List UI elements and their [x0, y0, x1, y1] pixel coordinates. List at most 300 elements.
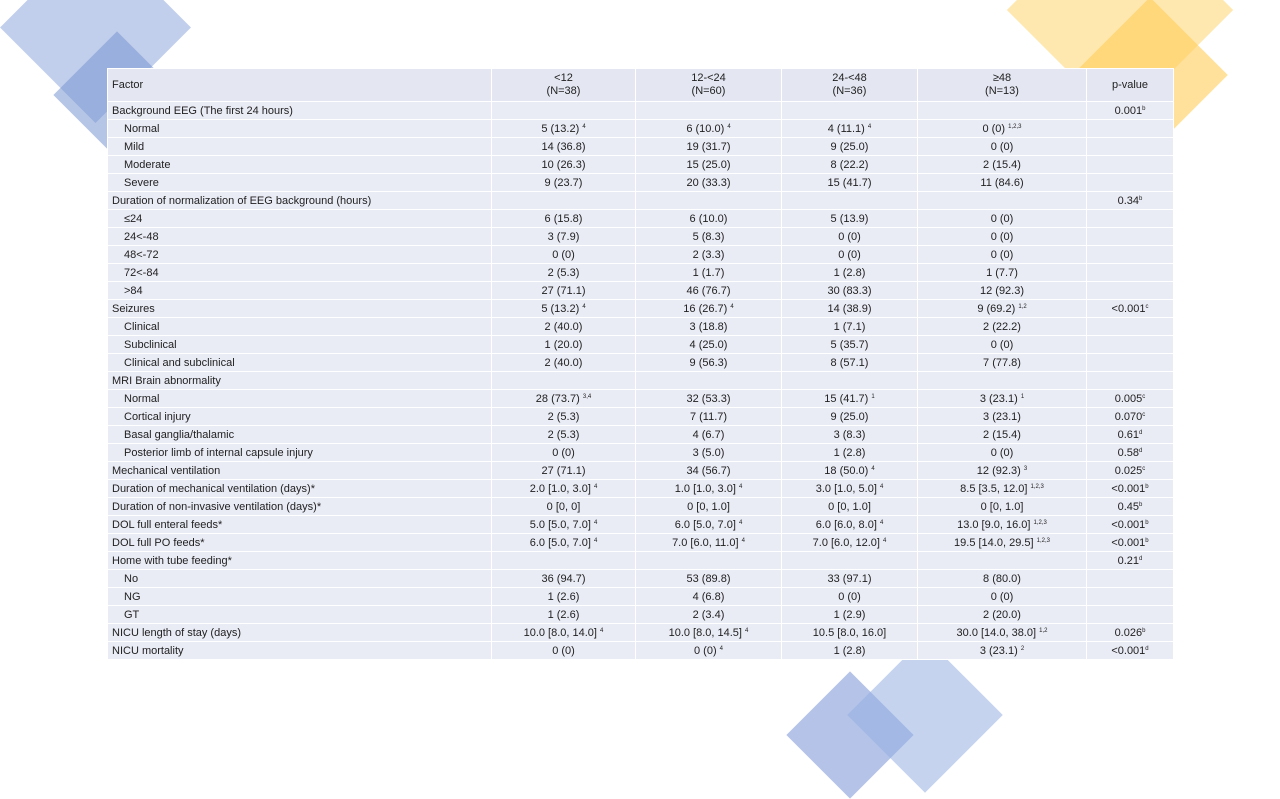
p-value: 0.026: [1114, 626, 1143, 639]
cell-value: 0 (0): [552, 644, 575, 657]
cell-value: 5 (13.2): [541, 122, 580, 135]
cell-value: 1 (7.7): [986, 266, 1018, 279]
cell-value: 3 (23.1): [983, 410, 1021, 423]
table-row: [108, 570, 1174, 588]
cell-superscript: 4: [719, 645, 724, 652]
row-label: NICU length of stay (days): [108, 624, 492, 642]
cell-value: 2 (20.0): [983, 608, 1021, 621]
cell-value: 3 (7.9): [547, 230, 580, 243]
header-group-12-24: 12-<24 (N=60): [636, 69, 782, 102]
table-cell: [918, 210, 1087, 228]
p-value: 0.005: [1114, 392, 1143, 405]
p-value-cell: [1087, 480, 1174, 498]
cell-value: 15 (41.7): [824, 392, 869, 405]
table-cell: [918, 606, 1087, 624]
table-cell: [636, 156, 782, 174]
table-cell: [492, 210, 636, 228]
cell-value: 3.0 [1.0, 5.0]: [815, 482, 877, 495]
table-cell: [492, 570, 636, 588]
p-value-cell: [1087, 462, 1174, 480]
p-value-cell: [1087, 444, 1174, 462]
p-value-superscript: b: [1139, 195, 1143, 202]
cell-value: 0 (0): [990, 338, 1014, 351]
p-value-cell: [1087, 534, 1174, 552]
cell-superscript: 1,2,3: [1030, 483, 1044, 490]
table-body: [108, 102, 1174, 660]
cell-value: 33 (97.1): [827, 572, 872, 585]
p-value-superscript: b: [1145, 519, 1149, 526]
table-row: [108, 120, 1174, 138]
table-cell: [492, 516, 636, 534]
cell-value: 7 (11.7): [689, 410, 728, 423]
table-cell: [782, 336, 918, 354]
p-value-cell: [1087, 246, 1174, 264]
cell-value: 7.0 [6.0, 12.0]: [812, 536, 880, 549]
row-label: Posterior limb of internal capsule injury: [108, 444, 492, 462]
table-cell: [918, 282, 1087, 300]
table-cell: [782, 300, 918, 318]
table-row: [108, 156, 1174, 174]
table-cell: [918, 138, 1087, 156]
row-label: Normal: [108, 120, 492, 138]
cell-value: 1 (1.7): [692, 266, 725, 279]
cell-value: 5 (35.7): [830, 338, 869, 351]
p-value-superscript: d: [1139, 555, 1143, 562]
cell-value: 9 (25.0): [830, 140, 869, 153]
table-row: [108, 498, 1174, 516]
table-cell: [918, 228, 1087, 246]
table-cell: [492, 102, 636, 120]
row-label: DOL full enteral feeds*: [108, 516, 492, 534]
table-cell: [636, 264, 782, 282]
table-cell: [636, 102, 782, 120]
p-value-cell: [1087, 120, 1174, 138]
table-cell: [636, 390, 782, 408]
table-cell: [782, 552, 918, 570]
cell-value: 32 (53.3): [686, 392, 731, 405]
table-cell: [782, 354, 918, 372]
p-value-superscript: c: [1145, 303, 1149, 310]
cell-value: 3 (23.1): [979, 644, 1018, 657]
table-row: [108, 174, 1174, 192]
cell-superscript: 1: [871, 393, 875, 400]
cell-value: 1.0 [1.0, 3.0]: [674, 482, 736, 495]
table-cell: [492, 588, 636, 606]
cell-value: 6 (15.8): [544, 212, 583, 225]
cell-value: 9 (23.7): [544, 176, 583, 189]
table-cell: [492, 282, 636, 300]
cell-superscript: 4: [879, 519, 884, 526]
cell-value: 4 (25.0): [689, 338, 728, 351]
cell-superscript: 1,2,3: [1033, 519, 1047, 526]
table-row: [108, 426, 1174, 444]
row-label: ≤24: [108, 210, 492, 228]
table-cell: [918, 444, 1087, 462]
cell-superscript: 4: [582, 123, 586, 130]
table-cell: [782, 516, 918, 534]
table-cell: [492, 624, 636, 642]
table-cell: [492, 138, 636, 156]
table-cell: [782, 570, 918, 588]
table-cell: [918, 552, 1087, 570]
cell-value: 6.0 [5.0, 7.0]: [674, 518, 736, 531]
cell-value: 2.0 [1.0, 3.0]: [529, 482, 591, 495]
table-row: [108, 210, 1174, 228]
table-cell: [782, 228, 918, 246]
cell-value: 6 (10.0): [689, 212, 728, 225]
table-row: [108, 642, 1174, 660]
p-value-cell: [1087, 282, 1174, 300]
row-label: Severe: [108, 174, 492, 192]
cell-value: 0 (0): [990, 140, 1014, 153]
cell-value: 0 (0): [693, 644, 717, 657]
cell-value: 5.0 [5.0, 7.0]: [529, 518, 591, 531]
cell-value: 4 (6.8): [692, 590, 725, 603]
row-label: No: [108, 570, 492, 588]
table-row: [108, 264, 1174, 282]
p-value-superscript: c: [1142, 465, 1146, 472]
table-cell: [782, 462, 918, 480]
p-value: <0.001: [1111, 302, 1146, 315]
row-label: Mechanical ventilation: [108, 462, 492, 480]
table-row: [108, 480, 1174, 498]
table-cell: [492, 426, 636, 444]
cell-value: 2 (5.3): [547, 410, 580, 423]
p-value-cell: [1087, 318, 1174, 336]
table-cell: [918, 174, 1087, 192]
table-cell: [782, 282, 918, 300]
outcomes-table: [107, 68, 1174, 660]
cell-value: 46 (76.7): [686, 284, 731, 297]
table-cell: [636, 282, 782, 300]
p-value-superscript: b: [1145, 537, 1149, 544]
cell-value: 1 (2.6): [547, 590, 580, 603]
row-label: Home with tube feeding*: [108, 552, 492, 570]
header-group-lt12: <12 (N=38): [492, 69, 636, 102]
cell-value: 12 (92.3): [979, 284, 1025, 297]
table-cell: [492, 480, 636, 498]
table-cell: [918, 300, 1087, 318]
cell-superscript: 4: [879, 483, 884, 490]
cell-superscript: 4: [738, 519, 743, 526]
table-cell: [492, 246, 636, 264]
cell-value: 10.0 [8.0, 14.0]: [523, 626, 597, 639]
table-cell: [636, 138, 782, 156]
cell-superscript: 4: [871, 465, 875, 472]
cell-value: 27 (71.1): [541, 284, 586, 297]
cell-value: 1 (2.8): [833, 446, 866, 459]
cell-value: 19 (31.7): [686, 140, 731, 153]
cell-value: 13.0 [9.0, 16.0]: [957, 518, 1031, 531]
p-value: 0.58: [1117, 446, 1140, 459]
cell-value: 0 [0, 1.0]: [687, 500, 730, 513]
table-row: [108, 534, 1174, 552]
table-cell: [918, 336, 1087, 354]
cell-value: 2 (3.3): [692, 248, 725, 261]
cell-value: 2 (15.4): [983, 428, 1021, 441]
table-cell: [782, 120, 918, 138]
cell-value: 2 (5.3): [547, 266, 580, 279]
cell-superscript: 1,2: [1018, 303, 1027, 310]
table-cell: [636, 480, 782, 498]
table-cell: [918, 642, 1087, 660]
table-cell: [636, 210, 782, 228]
row-label: Seizures: [108, 300, 492, 318]
table-cell: [636, 462, 782, 480]
table-cell: [782, 138, 918, 156]
table-header-row: [108, 69, 1174, 102]
cell-value: 1 (2.6): [547, 608, 580, 621]
row-label: Clinical: [108, 318, 492, 336]
cell-value: 3 (8.3): [833, 428, 866, 441]
p-value-cell: [1087, 408, 1174, 426]
cell-value: 0 (0): [552, 446, 575, 459]
p-value-cell: [1087, 552, 1174, 570]
row-label: NG: [108, 588, 492, 606]
cell-value: 0 (0): [990, 590, 1014, 603]
cell-superscript: 3,4: [582, 393, 592, 400]
table-cell: [918, 588, 1087, 606]
cell-value: 0 (0): [838, 590, 861, 603]
p-value-cell: [1087, 570, 1174, 588]
cell-value: 1 (2.9): [833, 608, 866, 621]
p-value: 0.001: [1114, 104, 1143, 117]
table-row: [108, 624, 1174, 642]
p-value-cell: [1087, 264, 1174, 282]
header-group-24-48: 24-<48 (N=36): [782, 69, 918, 102]
table-cell: [918, 156, 1087, 174]
row-label: Background EEG (The first 24 hours): [108, 102, 492, 120]
cell-value: 8 (80.0): [983, 572, 1021, 585]
cell-value: 0 (0): [838, 230, 861, 243]
table-cell: [636, 426, 782, 444]
table-cell: [782, 408, 918, 426]
table-cell: [492, 354, 636, 372]
cell-value: 3 (23.1): [979, 392, 1018, 405]
table-cell: [918, 354, 1087, 372]
p-value-cell: [1087, 372, 1174, 390]
cell-value: 2 (15.4): [983, 158, 1021, 171]
table-cell: [636, 300, 782, 318]
table-cell: [492, 552, 636, 570]
row-label: Clinical and subclinical: [108, 354, 492, 372]
cell-value: 0 (0): [990, 230, 1014, 243]
table-cell: [918, 372, 1087, 390]
cell-value: 34 (56.7): [686, 464, 731, 477]
cell-value: 8 (22.2): [830, 158, 869, 171]
table-cell: [782, 156, 918, 174]
cell-value: 30.0 [14.0, 38.0]: [956, 626, 1037, 639]
p-value-cell: [1087, 336, 1174, 354]
table-cell: [782, 210, 918, 228]
cell-superscript: 4: [738, 483, 743, 490]
p-value: 0.070: [1114, 410, 1143, 423]
p-value-cell: [1087, 498, 1174, 516]
table-cell: [918, 264, 1087, 282]
p-value: <0.001: [1111, 518, 1146, 531]
p-value-superscript: d: [1139, 429, 1143, 436]
p-value-cell: [1087, 210, 1174, 228]
p-value: <0.001: [1111, 482, 1146, 495]
cell-value: 14 (36.8): [541, 140, 586, 153]
table-cell: [918, 498, 1087, 516]
table-cell: [492, 264, 636, 282]
table-cell: [636, 246, 782, 264]
p-value: 0.025: [1114, 464, 1143, 477]
row-label: NICU mortality: [108, 642, 492, 660]
table-cell: [636, 498, 782, 516]
cell-value: 2 (5.3): [547, 428, 580, 441]
cell-value: 5 (13.2): [541, 302, 580, 315]
cell-value: 8.5 [3.5, 12.0]: [960, 482, 1028, 495]
p-value-cell: [1087, 354, 1174, 372]
cell-value: 1 (20.0): [544, 338, 583, 351]
table-cell: [918, 570, 1087, 588]
cell-value: 12 (92.3): [976, 464, 1021, 477]
table-cell: [918, 120, 1087, 138]
cell-value: 5 (8.3): [692, 230, 725, 243]
table-cell: [636, 534, 782, 552]
table-cell: [918, 102, 1087, 120]
row-label: Moderate: [108, 156, 492, 174]
cell-value: 53 (89.8): [686, 572, 731, 585]
p-value-cell: [1087, 642, 1174, 660]
p-value: 0.61: [1117, 428, 1140, 441]
cell-value: 6 (10.0): [686, 122, 725, 135]
table-cell: [782, 246, 918, 264]
cell-value: 15 (25.0): [686, 158, 731, 171]
cell-value: 0 [0, 1.0]: [980, 500, 1024, 513]
cell-value: 2 (40.0): [544, 356, 583, 369]
table-cell: [782, 534, 918, 552]
cell-superscript: 4: [867, 123, 872, 130]
cell-superscript: 4: [582, 303, 586, 310]
table-cell: [636, 444, 782, 462]
p-value-superscript: c: [1142, 393, 1146, 400]
p-value-cell: [1087, 606, 1174, 624]
cell-superscript: 4: [593, 519, 598, 526]
cell-value: 0 (0): [990, 248, 1014, 261]
table-cell: [636, 516, 782, 534]
row-label: GT: [108, 606, 492, 624]
p-value-cell: [1087, 174, 1174, 192]
cell-superscript: 1,2,3: [1008, 123, 1022, 130]
p-value-cell: [1087, 300, 1174, 318]
table-row: [108, 300, 1174, 318]
table-cell: [636, 318, 782, 336]
table-cell: [636, 624, 782, 642]
table-cell: [782, 606, 918, 624]
table-row: [108, 354, 1174, 372]
table-cell: [782, 624, 918, 642]
p-value-cell: [1087, 228, 1174, 246]
table-row: [108, 318, 1174, 336]
row-label: 24<-48: [108, 228, 492, 246]
cell-superscript: 2: [1020, 645, 1025, 652]
header-group-ge48: ≥48 (N=13): [918, 69, 1087, 102]
table-row: [108, 552, 1174, 570]
table-cell: [918, 426, 1087, 444]
p-value-superscript: b: [1142, 105, 1146, 112]
table-cell: [492, 462, 636, 480]
table-cell: [492, 390, 636, 408]
cell-value: 6.0 [6.0, 8.0]: [815, 518, 877, 531]
cell-value: 0 (0): [982, 122, 1006, 135]
row-label: 48<-72: [108, 246, 492, 264]
cell-value: 10.0 [8.0, 14.5]: [668, 626, 742, 639]
cell-value: 27 (71.1): [541, 464, 586, 477]
table-row: [108, 390, 1174, 408]
table-cell: [492, 372, 636, 390]
cell-value: 7 (77.8): [983, 356, 1021, 369]
cell-value: 0 (0): [990, 446, 1014, 459]
p-value-cell: [1087, 138, 1174, 156]
cell-superscript: 3: [1023, 465, 1028, 472]
table-cell: [636, 120, 782, 138]
table-cell: [918, 534, 1087, 552]
cell-value: 0 (0): [838, 248, 861, 261]
cell-value: 16 (26.7): [683, 302, 728, 315]
cell-value: 9 (56.3): [689, 356, 728, 369]
cell-value: 6.0 [5.0, 7.0]: [529, 536, 591, 549]
table-row: [108, 408, 1174, 426]
p-value-superscript: d: [1139, 447, 1143, 454]
table-row: [108, 444, 1174, 462]
table-cell: [492, 336, 636, 354]
cell-value: 7.0 [6.0, 11.0]: [672, 536, 739, 549]
cell-value: 2 (3.4): [692, 608, 725, 621]
row-label: MRI Brain abnormality: [108, 372, 492, 390]
row-label: Duration of normalization of EEG background (hours): [108, 192, 492, 210]
table-cell: [918, 462, 1087, 480]
table-cell: [492, 318, 636, 336]
table-cell: [782, 390, 918, 408]
row-label: Subclinical: [108, 336, 492, 354]
table-cell: [492, 192, 636, 210]
cell-value: 14 (38.9): [827, 302, 872, 315]
cell-value: 18 (50.0): [824, 464, 869, 477]
cell-value: 0 [0, 0]: [546, 500, 581, 513]
table-row: [108, 282, 1174, 300]
table-cell: [782, 318, 918, 336]
table-row: [108, 138, 1174, 156]
table-cell: [636, 552, 782, 570]
row-label: Basal ganglia/thalamic: [108, 426, 492, 444]
table-cell: [918, 480, 1087, 498]
cell-superscript: 1,2,3: [1036, 537, 1050, 544]
p-value: <0.001: [1111, 644, 1146, 657]
table-cell: [782, 480, 918, 498]
cell-value: 9 (69.2): [977, 302, 1016, 315]
cell-value: 19.5 [14.0, 29.5]: [954, 536, 1034, 549]
table-cell: [492, 534, 636, 552]
cell-superscript: 4: [600, 627, 604, 634]
p-value-superscript: c: [1142, 411, 1146, 418]
table-cell: [782, 498, 918, 516]
cell-value: 15 (41.7): [827, 176, 872, 189]
p-value: 0.21: [1117, 554, 1140, 567]
table-row: [108, 516, 1174, 534]
p-value-cell: [1087, 426, 1174, 444]
cell-superscript: 4: [883, 537, 887, 544]
cell-superscript: 4: [741, 537, 745, 544]
cell-value: 10.5 [8.0, 16.0]: [812, 626, 887, 639]
row-label: >84: [108, 282, 492, 300]
p-value: 0.34: [1117, 194, 1140, 207]
cell-value: 8 (57.1): [830, 356, 869, 369]
table-cell: [636, 174, 782, 192]
table-cell: [636, 228, 782, 246]
